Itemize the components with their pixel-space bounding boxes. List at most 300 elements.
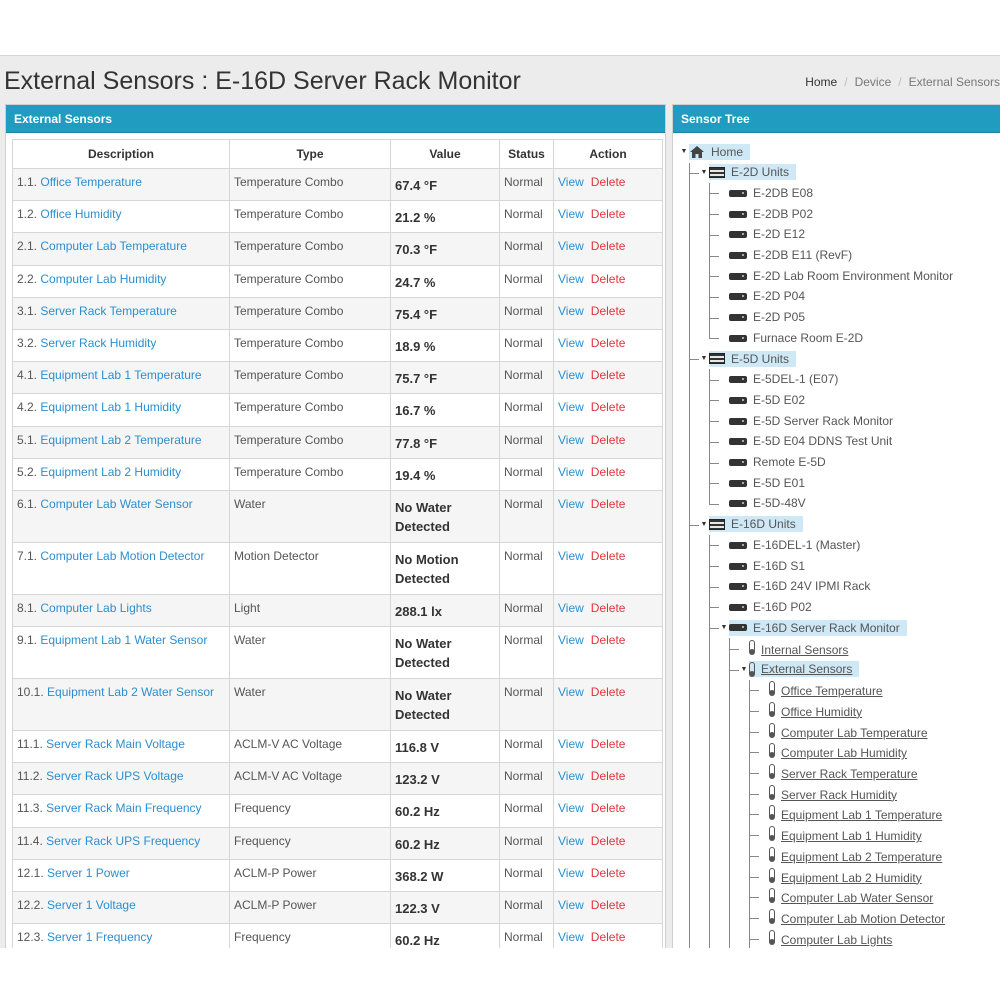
sensor-number: 11.1.: [17, 737, 43, 752]
tree-node-label: Home: [711, 144, 744, 159]
view-link[interactable]: View: [558, 464, 584, 479]
delete-link[interactable]: Delete: [590, 464, 626, 479]
tree-node-internal-sensors[interactable]: [739, 639, 851, 658]
tree-connector: [729, 638, 730, 948]
delete-link[interactable]: Delete: [590, 207, 626, 222]
cell-value: 75.4 °F: [391, 297, 500, 329]
view-link[interactable]: View: [558, 271, 584, 286]
tree-node-device[interactable]: [719, 225, 808, 244]
delete-link[interactable]: Delete: [590, 303, 626, 318]
device-icon: [729, 397, 747, 404]
sensor-link[interactable]: Server Rack Main Frequency: [46, 801, 202, 816]
tree-node-device[interactable]: [719, 328, 866, 347]
tree-node-device[interactable]: [719, 432, 895, 451]
tree-node-home[interactable]: [679, 142, 750, 161]
tree-node-label: E-2D E12: [753, 227, 806, 242]
tree-node-sensor[interactable]: [759, 846, 945, 865]
tree-node-device[interactable]: [719, 266, 956, 285]
cell-value: 16.7 %: [391, 394, 500, 426]
expand-toggle-icon[interactable]: ▼: [700, 355, 708, 362]
tree-node-device[interactable]: [719, 204, 816, 223]
delete-link[interactable]: Delete: [590, 865, 626, 880]
column-header-status[interactable]: Status: [500, 140, 554, 169]
tree-node-label[interactable]: Equipment Lab 2 Humidity: [781, 870, 922, 885]
view-link[interactable]: View: [558, 496, 584, 511]
tree-node-device-selected[interactable]: [719, 618, 907, 637]
table-row: [13, 362, 663, 394]
thermometer-icon: [769, 868, 775, 882]
tree-connector: [749, 794, 759, 795]
sensor-link[interactable]: Server 1 Voltage: [47, 898, 136, 912]
column-header-value[interactable]: Value: [391, 140, 500, 169]
view-link[interactable]: View: [558, 368, 584, 383]
thermometer-icon: [769, 805, 775, 819]
sensor-link[interactable]: Office Humidity: [40, 207, 122, 222]
tree-node-label[interactable]: Computer Lab Water Sensor: [781, 891, 934, 906]
tree-node-label: E-16D S1: [753, 558, 806, 573]
tree-connector: [749, 856, 759, 857]
delete-link[interactable]: Delete: [590, 833, 626, 848]
breadcrumb-device[interactable]: Device: [854, 75, 892, 89]
cell-type: ACLM-P Power: [230, 859, 391, 891]
cell-status: Normal: [500, 763, 554, 795]
cell-action: [554, 169, 663, 201]
tree-node-label: E-5D-48V: [753, 496, 806, 511]
delete-link[interactable]: Delete: [590, 898, 626, 912]
tree-connector: [709, 256, 719, 257]
cell-type: Water: [230, 679, 391, 731]
view-link[interactable]: View: [558, 239, 584, 254]
sensor-link[interactable]: Office Temperature: [40, 175, 142, 189]
cell-action: [554, 594, 663, 626]
sensor-link[interactable]: Computer Lab Water Sensor: [40, 496, 193, 511]
breadcrumb-home[interactable]: Home: [805, 75, 838, 89]
tree-node-device[interactable]: [719, 453, 829, 472]
tree-connector: [709, 483, 719, 484]
sensor-number: 12.2.: [17, 898, 44, 912]
tree-node-content: [729, 414, 896, 428]
tree-node-label: E-16DEL-1 (Master): [753, 537, 861, 552]
tree-node-content: [729, 186, 816, 200]
tree-connector: [709, 235, 719, 236]
cell-action: [554, 731, 663, 763]
delete-link[interactable]: Delete: [590, 175, 626, 189]
sensor-number: 1.2.: [17, 207, 38, 222]
delete-link[interactable]: Delete: [590, 271, 626, 286]
delete-link[interactable]: Delete: [590, 239, 626, 254]
tree-connector: [749, 877, 759, 878]
tree-node-device[interactable]: [719, 556, 808, 575]
cell-value: 123.2 V: [391, 763, 500, 795]
view-link[interactable]: View: [558, 548, 584, 563]
tree-node-label: Furnace Room E-2D: [753, 330, 864, 345]
tree-node-device[interactable]: [719, 597, 815, 616]
tree-node-sensor[interactable]: [759, 742, 910, 761]
tree-node-sensor[interactable]: [759, 722, 931, 741]
expand-toggle-icon[interactable]: ▼: [680, 148, 688, 155]
view-link[interactable]: View: [558, 801, 584, 816]
view-link[interactable]: View: [558, 600, 584, 615]
sensor-link[interactable]: Server Rack Main Voltage: [46, 737, 185, 752]
tree-node-group[interactable]: [699, 163, 796, 182]
sensor-link[interactable]: Equipment Lab 1 Water Sensor: [40, 633, 208, 648]
expand-toggle-icon[interactable]: ▼: [700, 520, 708, 528]
tree-node-label: E-2D Lab Room Environment Monitor: [753, 268, 954, 283]
tree-node-content: [769, 868, 925, 885]
tree-node-sensor[interactable]: [759, 825, 925, 844]
delete-link[interactable]: Delete: [590, 633, 626, 648]
tree-connector: [749, 814, 759, 815]
expand-toggle-icon[interactable]: ▼: [700, 168, 708, 176]
sensor-link[interactable]: Equipment Lab 2 Humidity: [40, 464, 182, 479]
delete-link[interactable]: Delete: [590, 496, 626, 511]
tree-connector: [709, 628, 719, 629]
cell-value: 24.7 %: [391, 265, 500, 297]
view-link[interactable]: View: [558, 400, 584, 415]
table-row: [13, 859, 663, 891]
tree-node-sensor[interactable]: [759, 763, 921, 782]
tree-node-device[interactable]: [719, 535, 863, 554]
tree-connector: [709, 607, 719, 608]
tree-connector: [709, 504, 719, 505]
tree-node-sensor[interactable]: [759, 680, 886, 699]
sensor-link[interactable]: Equipment Lab 1 Humidity: [40, 400, 182, 415]
delete-link[interactable]: Delete: [590, 685, 626, 700]
sensor-link[interactable]: Server 1 Power: [47, 865, 130, 880]
device-icon: [729, 314, 747, 321]
tree-node-content: [749, 661, 859, 677]
device-icon: [729, 542, 747, 549]
tree-node-content: [769, 743, 910, 760]
table-row: [13, 297, 663, 329]
device-icon: [729, 252, 747, 259]
thermometer-icon: [769, 930, 775, 944]
table-row: [13, 169, 663, 201]
tree-node-content: [769, 909, 948, 926]
page-title: External Sensors : E-16D Server Rack Monitor: [4, 67, 521, 95]
cell-description: [13, 169, 230, 201]
delete-link[interactable]: Delete: [590, 737, 626, 752]
thermometer-icon: [769, 847, 775, 861]
delete-link[interactable]: Delete: [590, 801, 626, 816]
tree-node-label: E-5D E01: [753, 475, 806, 490]
tree-node-device[interactable]: [719, 390, 808, 409]
tree-node-content: [729, 600, 815, 614]
sensor-number: 11.4.: [17, 833, 43, 848]
tree-connector: [709, 442, 719, 443]
view-link[interactable]: View: [558, 432, 584, 447]
sensor-link[interactable]: Computer Lab Lights: [40, 600, 152, 615]
column-header-type[interactable]: Type: [230, 140, 391, 169]
tree-node-group[interactable]: [699, 515, 803, 534]
sensor-number: 1.1.: [17, 175, 38, 189]
tree-node-label[interactable]: External Sensors: [761, 662, 853, 676]
tree-connector: [749, 918, 759, 919]
tree-node-label[interactable]: Server Rack Temperature: [781, 767, 918, 781]
cell-value: 116.8 V: [391, 731, 500, 763]
tree-node-label[interactable]: Equipment Lab 2 Temperature: [781, 849, 943, 864]
cell-description: [13, 731, 230, 763]
device-icon: [729, 583, 747, 590]
view-link[interactable]: View: [558, 930, 584, 945]
cell-description: [13, 265, 230, 297]
delete-link[interactable]: Delete: [590, 548, 626, 563]
table-row: [13, 731, 663, 763]
sensor-number: 6.1.: [17, 496, 38, 511]
cell-action: [554, 827, 663, 859]
sensor-number: 4.2.: [17, 400, 38, 415]
tree-node-content: [769, 702, 865, 719]
device-icon: [729, 500, 747, 507]
cell-description: [13, 924, 230, 948]
cell-status: Normal: [500, 329, 554, 361]
sensor-link[interactable]: Server Rack UPS Voltage: [46, 769, 184, 784]
cell-type: Motion Detector: [230, 542, 391, 594]
tree-node-device[interactable]: [719, 577, 873, 596]
cell-value: 70.3 °F: [391, 233, 500, 265]
cell-action: [554, 426, 663, 458]
tree-node-label: E-2D Units: [731, 165, 790, 180]
cell-value: No Water Detected: [391, 627, 500, 679]
delete-link[interactable]: Delete: [590, 368, 626, 383]
sensor-number: 4.1.: [17, 368, 38, 383]
sensor-link[interactable]: Equipment Lab 2 Water Sensor: [47, 685, 215, 700]
delete-link[interactable]: Delete: [590, 335, 626, 350]
view-link[interactable]: View: [558, 865, 584, 880]
sensor-number: 11.2.: [17, 769, 43, 784]
tree-node-label[interactable]: Computer Lab Temperature: [781, 725, 928, 740]
table-row: [13, 394, 663, 426]
tree-connector: [749, 835, 759, 836]
sensor-link[interactable]: Computer Lab Motion Detector: [40, 548, 205, 563]
sensor-link[interactable]: Equipment Lab 1 Temperature: [40, 368, 202, 383]
thermometer-icon: [769, 785, 775, 799]
view-link[interactable]: View: [558, 175, 584, 189]
cell-value: 288.1 lx: [391, 594, 500, 626]
view-link[interactable]: View: [558, 685, 584, 700]
cell-action: [554, 394, 663, 426]
sensor-link[interactable]: Server Rack UPS Frequency: [46, 833, 201, 848]
cell-value: 60.2 Hz: [391, 924, 500, 948]
page-content: [0, 55, 1000, 948]
tree-node-sensor[interactable]: [759, 701, 865, 720]
cell-action: [554, 362, 663, 394]
expand-toggle-icon[interactable]: ▼: [720, 624, 728, 632]
tree-node-label[interactable]: Equipment Lab 1 Temperature: [781, 808, 943, 823]
tree-node-sensor[interactable]: [759, 867, 925, 886]
tree-node-label: E-16D 24V IPMI Rack: [753, 579, 871, 594]
tree-connector: [709, 535, 710, 948]
tree-node-content: [729, 393, 808, 407]
thermometer-icon: [749, 640, 755, 654]
device-icon: [729, 459, 747, 466]
cell-status: Normal: [500, 594, 554, 626]
cell-action: [554, 297, 663, 329]
tree-node-label[interactable]: Internal Sensors: [761, 642, 849, 657]
cell-action: [554, 233, 663, 265]
cell-description: [13, 297, 230, 329]
cell-type: Water: [230, 627, 391, 679]
view-link[interactable]: View: [558, 335, 584, 350]
view-link[interactable]: View: [558, 303, 584, 318]
cell-action: [554, 458, 663, 490]
tree-node-label[interactable]: Computer Lab Motion Detector: [781, 911, 946, 926]
sensor-link[interactable]: Server Rack Humidity: [40, 335, 157, 350]
sensor-number: 9.1.: [17, 633, 38, 648]
cell-action: [554, 490, 663, 542]
tree-node-label[interactable]: Office Humidity: [781, 704, 863, 719]
cell-description: [13, 627, 230, 679]
tree-node-device[interactable]: [719, 370, 841, 389]
view-link[interactable]: View: [558, 737, 584, 752]
delete-link[interactable]: Delete: [590, 432, 626, 447]
tree-node-label: E-5D Units: [731, 351, 790, 366]
tree-node-device[interactable]: [719, 411, 896, 430]
tree-node-device[interactable]: [719, 246, 855, 265]
table-row: [13, 329, 663, 361]
tree-node-group[interactable]: [699, 349, 796, 368]
delete-link[interactable]: Delete: [590, 400, 626, 415]
sensor-number: 12.3.: [17, 930, 44, 945]
tree-node-device[interactable]: [719, 308, 808, 327]
sensor-link[interactable]: Computer Lab Temperature: [40, 239, 187, 254]
delete-link[interactable]: Delete: [590, 769, 626, 784]
tree-node-label[interactable]: Computer Lab Humidity: [781, 746, 908, 761]
cell-description: [13, 679, 230, 731]
delete-link[interactable]: Delete: [590, 600, 626, 615]
thermometer-icon: [769, 723, 775, 737]
tree-node-sensor[interactable]: [759, 929, 895, 948]
table-header-row: [13, 140, 663, 169]
tree-connector: [689, 173, 699, 174]
tree-node-content: [729, 538, 863, 552]
table-row: [13, 265, 663, 297]
delete-link[interactable]: Delete: [590, 930, 626, 945]
tree-connector: [709, 463, 719, 464]
view-link[interactable]: View: [558, 833, 584, 848]
view-link[interactable]: View: [558, 207, 584, 222]
cell-status: Normal: [500, 426, 554, 458]
tree-node-label: E-16D P02: [753, 599, 812, 614]
tree-connector: [749, 752, 759, 753]
sensor-number: 3.1.: [17, 303, 38, 318]
tree-connector: [709, 369, 710, 504]
tree-node-content: [769, 930, 895, 947]
cell-type: Frequency: [230, 827, 391, 859]
tree-node-content: [769, 888, 936, 905]
tree-node-device[interactable]: [719, 287, 808, 306]
column-header-description[interactable]: Description: [13, 140, 230, 169]
tree-node-content: [729, 331, 866, 345]
cell-value: No Water Detected: [391, 679, 500, 731]
tree-node-sensor[interactable]: [759, 908, 948, 927]
thermometer-icon: [769, 702, 775, 716]
tree-node-content: [709, 164, 796, 180]
sensor-number: 10.1.: [17, 685, 44, 700]
cell-description: [13, 329, 230, 361]
cell-value: 19.4 %: [391, 458, 500, 490]
tree-node-content: [729, 559, 808, 573]
device-icon: [729, 418, 747, 425]
view-link[interactable]: View: [558, 633, 584, 648]
tree-node-content: [729, 434, 895, 448]
tree-node-label: E-5D E04 DDNS Test Unit: [753, 434, 893, 449]
cell-description: [13, 795, 230, 827]
tree-connector: [709, 183, 710, 339]
tree-node-sensor[interactable]: [759, 784, 900, 803]
tree-connector: [749, 732, 759, 733]
cell-action: [554, 763, 663, 795]
tree-node-device[interactable]: [719, 183, 816, 202]
cell-status: Normal: [500, 679, 554, 731]
tree-node-sensor[interactable]: [759, 887, 936, 906]
tree-connector: [709, 318, 719, 319]
cell-status: Normal: [500, 542, 554, 594]
tree-node-label[interactable]: Server Rack Humidity: [781, 787, 898, 802]
tree-node-label[interactable]: Equipment Lab 1 Humidity: [781, 829, 922, 844]
tree-connector: [689, 359, 699, 360]
breadcrumb-current: External Sensors: [908, 75, 1000, 89]
cell-description: [13, 594, 230, 626]
tree-node-external-sensors[interactable]: [739, 660, 859, 679]
tree-node-device[interactable]: [719, 494, 809, 513]
tree-node-content: [709, 516, 803, 532]
expand-toggle-icon[interactable]: ▼: [740, 665, 748, 673]
thermometer-icon: [749, 662, 755, 676]
tree-node-content: [729, 372, 841, 386]
tree-connector: [709, 380, 719, 381]
cell-value: 122.3 V: [391, 892, 500, 924]
view-link[interactable]: View: [558, 898, 584, 912]
tree-node-content: [729, 248, 855, 262]
sensor-link[interactable]: Computer Lab Humidity: [40, 271, 167, 286]
tree-node-content: [729, 207, 816, 221]
sensor-link[interactable]: Equipment Lab 2 Temperature: [40, 432, 202, 447]
tree-node-sensor[interactable]: [759, 804, 945, 823]
tree-connector: [709, 193, 719, 194]
cell-description: [13, 542, 230, 594]
cell-value: 18.9 %: [391, 329, 500, 361]
thermometer-icon: [769, 764, 775, 778]
sensor-link[interactable]: Server Rack Temperature: [40, 303, 177, 318]
cell-action: [554, 329, 663, 361]
cell-value: 21.2 %: [391, 201, 500, 233]
cell-description: [13, 859, 230, 891]
tree-connector: [729, 670, 739, 671]
tree-node-label: E-16D Units: [731, 517, 796, 532]
cell-type: Temperature Combo: [230, 201, 391, 233]
view-link[interactable]: View: [558, 769, 584, 784]
device-icon: [729, 190, 747, 197]
sensor-number: 3.2.: [17, 335, 38, 350]
tree-connector: [689, 163, 690, 948]
breadcrumb-separator: /: [898, 75, 902, 89]
sensor-link[interactable]: Server 1 Frequency: [47, 930, 153, 945]
tree-node-label[interactable]: Office Temperature: [781, 684, 883, 699]
device-icon: [729, 231, 747, 238]
tree-connector: [749, 773, 759, 774]
tree-node-label[interactable]: Computer Lab Lights: [781, 932, 893, 947]
cell-action: [554, 265, 663, 297]
cell-type: Temperature Combo: [230, 265, 391, 297]
sensor-number: 2.1.: [17, 239, 38, 254]
tree-node-device[interactable]: [719, 473, 808, 492]
cell-status: Normal: [500, 892, 554, 924]
cell-status: Normal: [500, 731, 554, 763]
cell-value: 75.7 °F: [391, 362, 500, 394]
cell-type: ACLM-P Power: [230, 892, 391, 924]
cell-status: Normal: [500, 859, 554, 891]
